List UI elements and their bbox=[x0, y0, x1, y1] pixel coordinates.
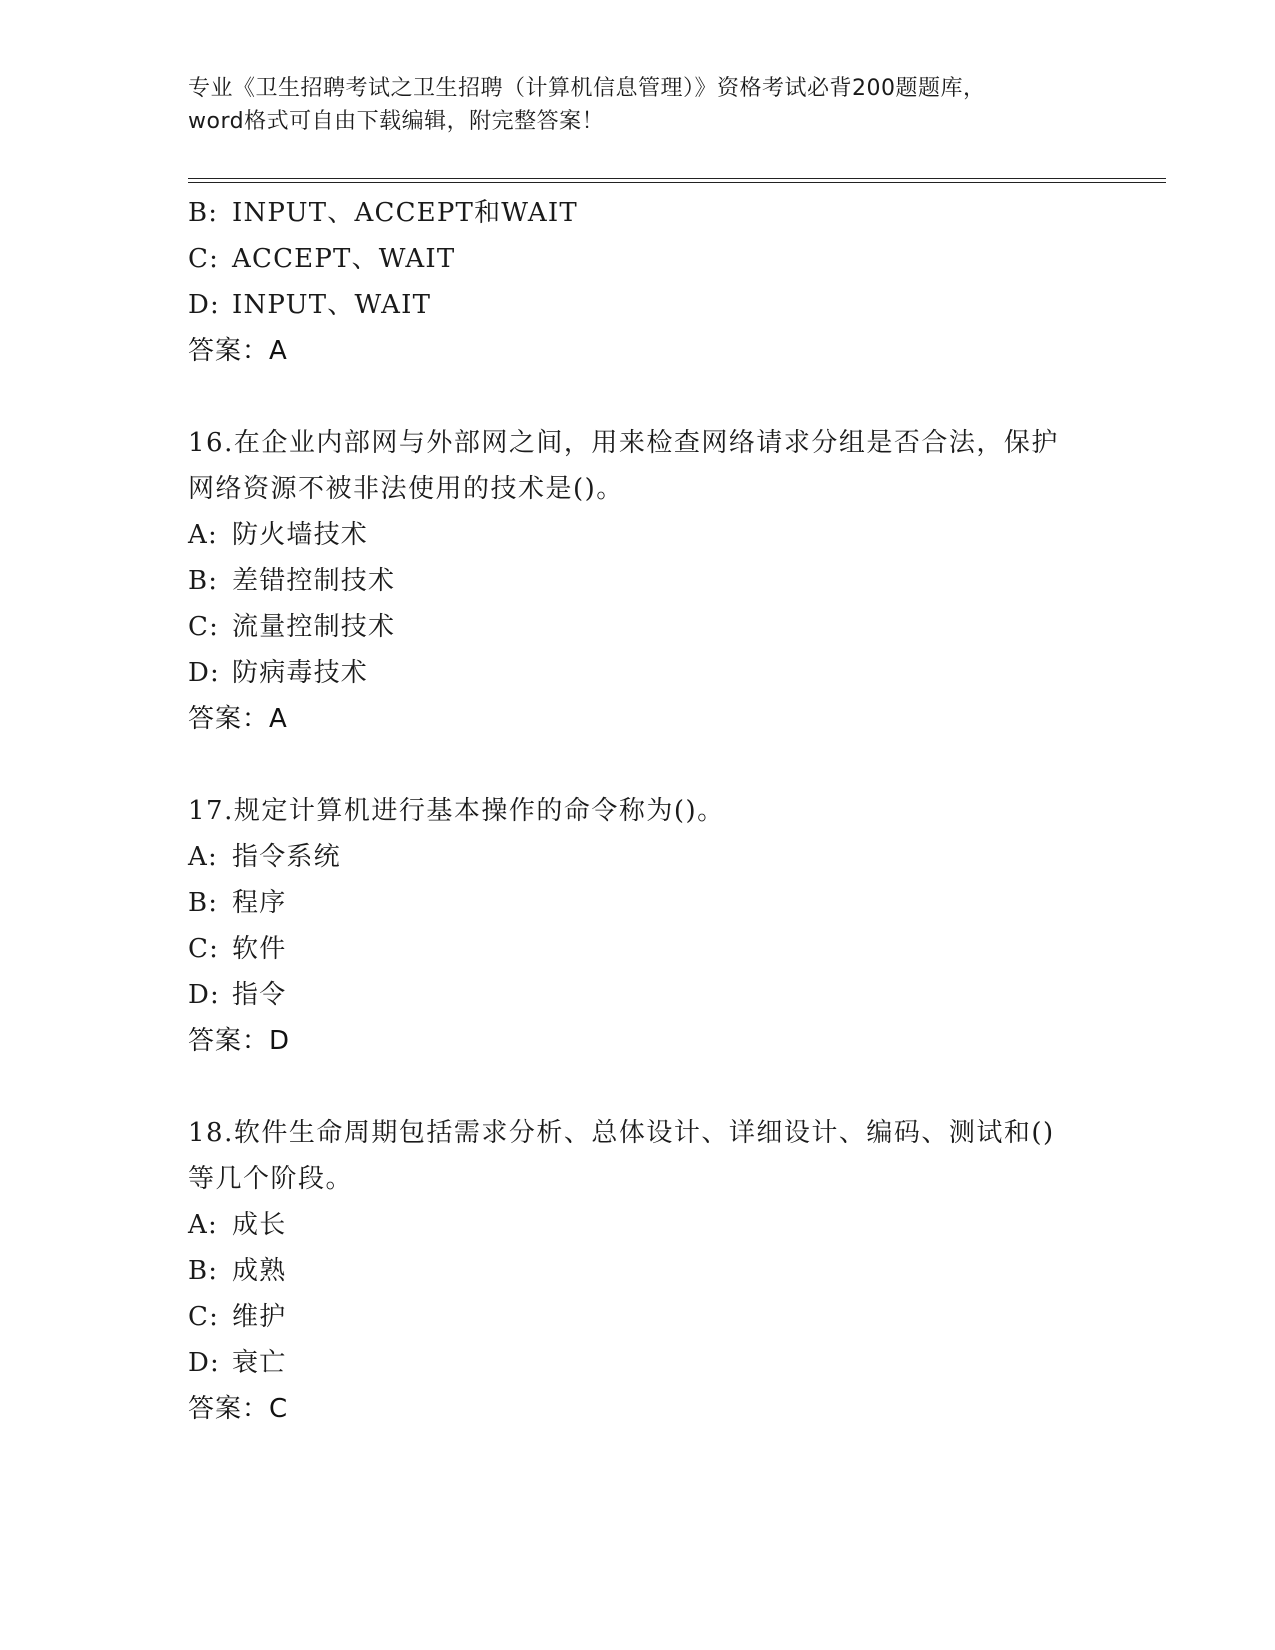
option-text: 成熟 bbox=[232, 1256, 287, 1286]
option-text: 流量控制技术 bbox=[232, 612, 396, 642]
option-key: D: bbox=[188, 658, 221, 688]
question-17 bbox=[188, 788, 1088, 1064]
option-key: D: bbox=[188, 290, 221, 320]
option-a bbox=[188, 512, 1088, 558]
option-d bbox=[188, 972, 1088, 1018]
answer-line: 答案：A bbox=[188, 704, 288, 734]
continued-question bbox=[188, 190, 1088, 374]
answer-line: 答案：C bbox=[188, 1394, 289, 1424]
option-key: C: bbox=[188, 612, 220, 642]
option-text: 指令系统 bbox=[232, 842, 341, 872]
option-text: 差错控制技术 bbox=[232, 566, 396, 596]
option-text: 程序 bbox=[232, 888, 287, 918]
option-a bbox=[188, 834, 1088, 880]
answer-line: 答案：A bbox=[188, 336, 288, 366]
question-content bbox=[188, 190, 1088, 1432]
question-stem: 18.软件生命周期包括需求分析、总体设计、详细设计、编码、测试和()等几个阶段。 bbox=[188, 1118, 1055, 1194]
header-line-1: 专业《卫生招聘考试之卫生招聘（计算机信息管理）》资格考试必背200题题库， bbox=[188, 76, 986, 101]
option-key: B: bbox=[188, 198, 219, 228]
document-header bbox=[188, 72, 1088, 138]
option-d bbox=[188, 1340, 1088, 1386]
option-key: D: bbox=[188, 1348, 221, 1378]
option-text: 防病毒技术 bbox=[232, 658, 369, 688]
option-key: B: bbox=[188, 1256, 219, 1286]
option-c bbox=[188, 926, 1088, 972]
option-b bbox=[188, 880, 1088, 926]
option-d bbox=[188, 650, 1088, 696]
question-stem: 17.规定计算机进行基本操作的命令称为()。 bbox=[188, 796, 725, 826]
option-key: B: bbox=[188, 566, 219, 596]
option-a bbox=[188, 1202, 1088, 1248]
option-key: C: bbox=[188, 934, 220, 964]
option-text: INPUT、ACCEPT和WAIT bbox=[232, 198, 578, 228]
question-stem: 16.在企业内部网与外部网之间，用来检查网络请求分组是否合法，保护网络资源不被非法使用的技术是()。 bbox=[188, 428, 1059, 504]
option-text: 软件 bbox=[232, 934, 287, 964]
option-text: INPUT、WAIT bbox=[232, 290, 432, 320]
option-text: 成长 bbox=[232, 1210, 287, 1240]
option-key: D: bbox=[188, 980, 221, 1010]
option-c bbox=[188, 1294, 1088, 1340]
option-key: A: bbox=[188, 520, 218, 550]
option-key: A: bbox=[188, 1210, 218, 1240]
option-text: 衰亡 bbox=[232, 1348, 287, 1378]
answer-line: 答案：D bbox=[188, 1026, 291, 1056]
option-text: ACCEPT、WAIT bbox=[232, 244, 456, 274]
header-line-2: word格式可自由下载编辑，附完整答案！ bbox=[188, 109, 605, 134]
header-divider bbox=[188, 178, 1166, 183]
option-text: 维护 bbox=[232, 1302, 287, 1332]
option-key: C: bbox=[188, 244, 220, 274]
option-b bbox=[188, 558, 1088, 604]
option-d bbox=[188, 282, 1088, 328]
option-b bbox=[188, 1248, 1088, 1294]
option-key: A: bbox=[188, 842, 218, 872]
option-key: B: bbox=[188, 888, 219, 918]
question-16 bbox=[188, 420, 1088, 742]
option-c bbox=[188, 604, 1088, 650]
option-text: 指令 bbox=[232, 980, 287, 1010]
option-key: C: bbox=[188, 1302, 220, 1332]
option-text: 防火墙技术 bbox=[232, 520, 369, 550]
question-18 bbox=[188, 1110, 1088, 1432]
option-c bbox=[188, 236, 1088, 282]
option-b bbox=[188, 190, 1088, 236]
